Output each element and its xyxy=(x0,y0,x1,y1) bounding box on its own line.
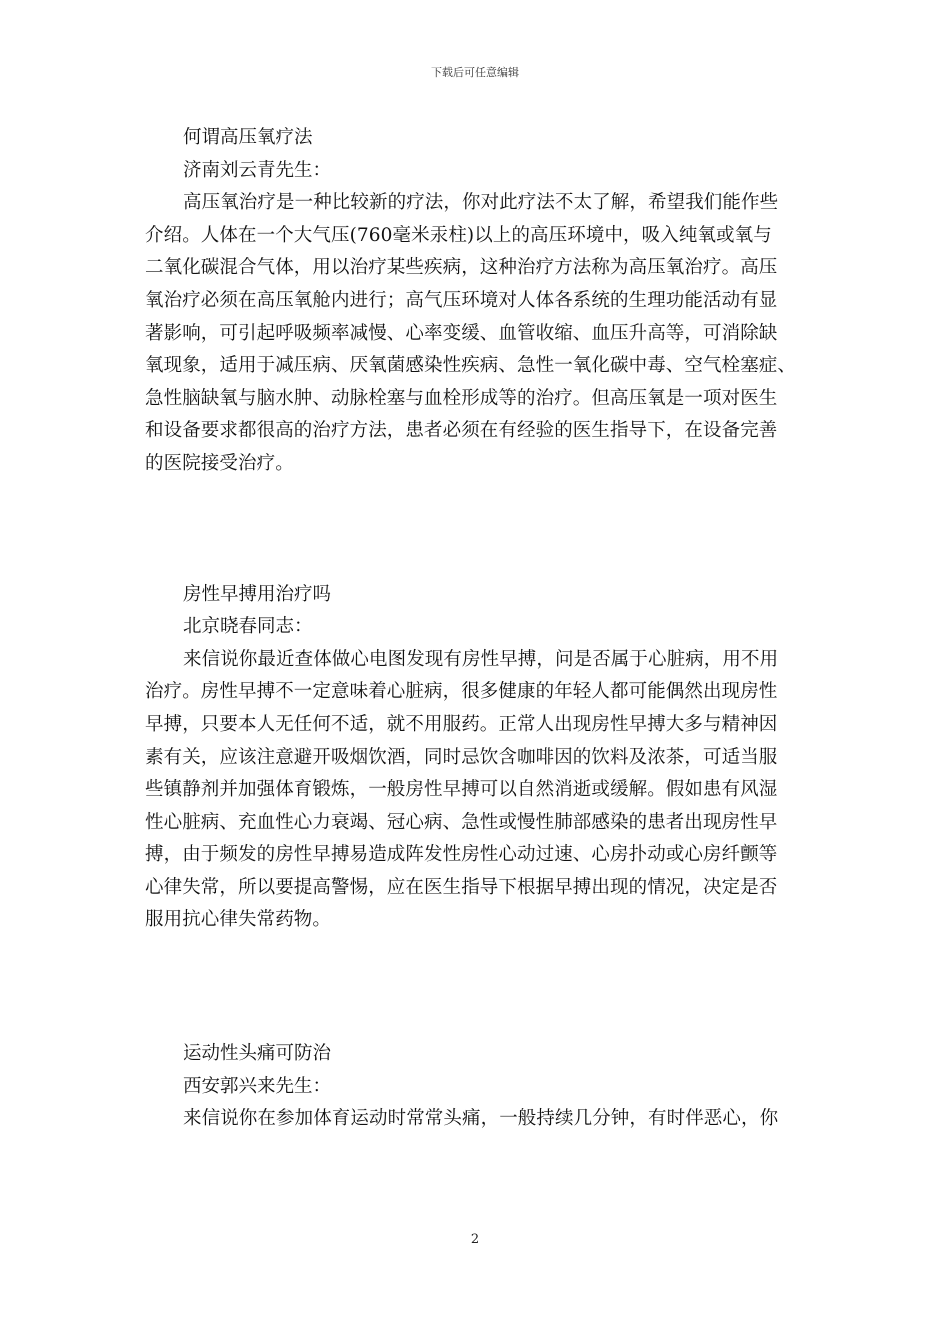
paragraph-line: 早搏，只要本人无任何不适，就不用服药。正常人出现房性早搏大多与精神因 xyxy=(145,713,778,735)
paragraph-line: 急性脑缺氧与脑水肿、动脉栓塞与血栓形成等的治疗。但高压氧是一项对医生 xyxy=(145,387,778,409)
article-hyperbaric-oxygen xyxy=(145,122,817,481)
paragraph-line: 二氧化碳混合气体，用以治疗某些疾病，这种治疗方法称为高压氧治疗。高压 xyxy=(145,257,778,279)
section-spacer xyxy=(145,481,817,579)
article-title: 房性早搏用治疗吗 xyxy=(183,583,332,605)
article-paragraph xyxy=(145,187,817,480)
page-header-note: 下载后可任意编辑 xyxy=(431,66,519,79)
article-exercise-headache xyxy=(145,1038,817,1136)
paragraph-line: 介绍。人体在一个大气压(760毫米汞柱)以上的高压环境中，吸入纯氧或氧与 xyxy=(145,224,772,246)
paragraph-line: 来信说你最近查体做心电图发现有房性早搏，问是否属于心脏病，用不用 xyxy=(183,648,779,670)
article-title: 运动性头痛可防治 xyxy=(183,1043,332,1065)
article-salutation: 北京晓春同志： xyxy=(183,616,313,638)
paragraph-line: 的医院接受治疗。 xyxy=(145,452,294,474)
paragraph-line: 氧现象，适用于减压病、厌氧菌感染性疾病、急性一氧化碳中毒、空气栓塞症、 xyxy=(145,355,797,377)
paragraph-line: 氧治疗必须在高压氧舱内进行；高气压环境对人体各系统的生理功能活动有显 xyxy=(145,289,778,311)
article-paragraph xyxy=(145,644,817,937)
paragraph-line: 搏，由于频发的房性早搏易造成阵发性房性心动过速、心房扑动或心房纤颤等 xyxy=(145,844,778,866)
paragraph-line: 高压氧治疗是一种比较新的疗法，你对此疗法不太了解，希望我们能作些 xyxy=(183,192,779,214)
paragraph-line: 治疗。房性早搏不一定意味着心脏病，很多健康的年轻人都可能偶然出现房性 xyxy=(145,681,778,703)
paragraph-line: 著影响，可引起呼吸频率减慢、心率变缓、血管收缩、血压升高等，可消除缺 xyxy=(145,322,778,344)
article-salutation: 济南刘云青先生： xyxy=(183,159,332,181)
paragraph-line: 素有关，应该注意避开吸烟饮酒，同时忌饮含咖啡因的饮料及浓茶，可适当服 xyxy=(145,746,778,768)
document-body xyxy=(145,122,817,1136)
article-paragraph xyxy=(145,1103,817,1136)
paragraph-line: 来信说你在参加体育运动时常常头痛，一般持续几分钟，有时伴恶心，你 xyxy=(183,1108,779,1130)
section-spacer xyxy=(145,937,817,1038)
paragraph-line: 性心脏病、充血性心力衰竭、冠心病、急性或慢性肺部感染的患者出现房性早 xyxy=(145,811,778,833)
paragraph-line: 些镇静剂并加强体育锻炼，一般房性早搏可以自然消逝或缓解。假如患有风湿 xyxy=(145,779,778,801)
page-number: 2 xyxy=(470,1232,480,1247)
paragraph-line: 心律失常，所以要提高警惕，应在医生指导下根据早搏出现的情况，决定是否 xyxy=(145,876,778,898)
paragraph-line: 服用抗心律失常药物。 xyxy=(145,909,332,931)
article-salutation: 西安郭兴来先生： xyxy=(183,1075,332,1097)
article-title: 何谓高压氧疗法 xyxy=(183,127,313,148)
paragraph-line: 和设备要求都很高的治疗方法，患者必须在有经验的医生指导下，在设备完善 xyxy=(145,420,778,442)
article-atrial-premature-beats xyxy=(145,579,817,938)
